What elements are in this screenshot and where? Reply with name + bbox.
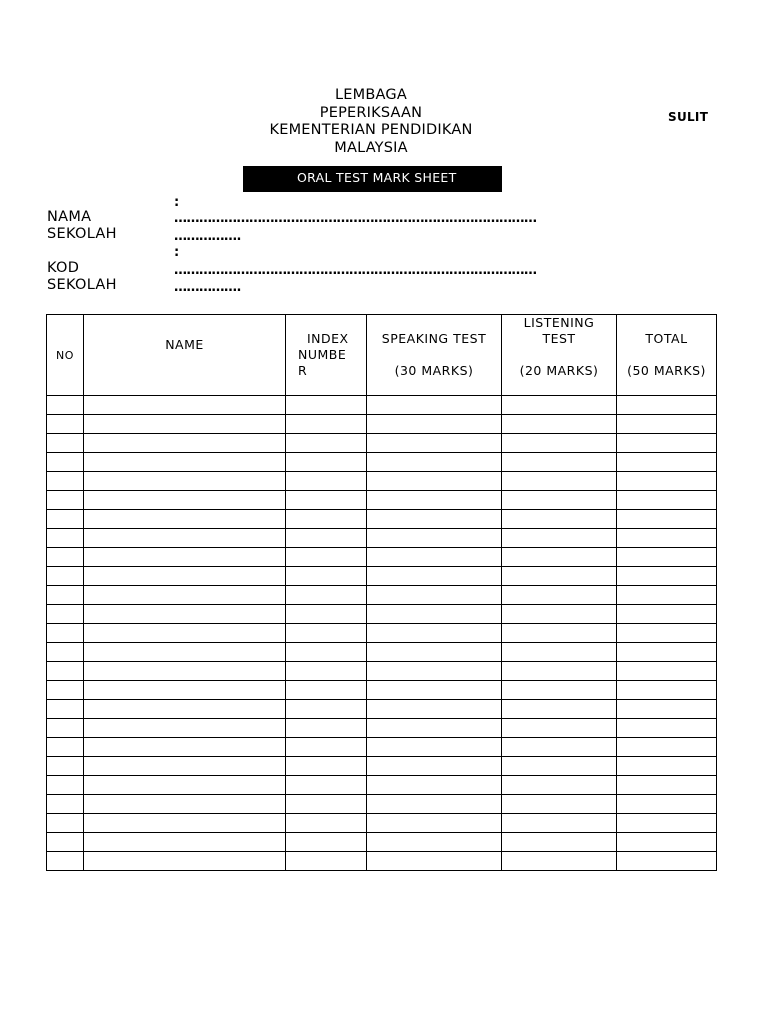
oral-test-mark-table (46, 314, 717, 871)
cell-name[interactable] (84, 529, 286, 548)
cell-listening-mark[interactable] (502, 681, 617, 700)
cell-listening-mark[interactable] (502, 852, 617, 871)
cell-speaking-mark[interactable] (367, 814, 502, 833)
cell-speaking-mark[interactable] (367, 472, 502, 491)
cell-index-number[interactable] (286, 795, 367, 814)
cell-index-number[interactable] (286, 852, 367, 871)
cell-total-mark[interactable] (617, 472, 717, 491)
table-header-row (47, 315, 717, 396)
cell-total-mark[interactable] (617, 529, 717, 548)
cell-listening-mark[interactable] (502, 567, 617, 586)
cell-index-number[interactable] (286, 453, 367, 472)
cell-index-number[interactable] (286, 586, 367, 605)
column-header-name-label: NAME (165, 337, 204, 352)
cell-no[interactable] (47, 491, 84, 510)
kod-sekolah-dotted-line-continued[interactable]: ……………. (174, 280, 241, 295)
table-row (47, 396, 717, 415)
kod-sekolah-dotted-line[interactable]: …………………………………………………………………………… (174, 263, 537, 278)
column-header-index-number (286, 315, 367, 396)
nama-sekolah-label-line-2: SEKOLAH (47, 226, 117, 242)
cell-name[interactable] (84, 605, 286, 624)
cell-no[interactable] (47, 795, 84, 814)
cell-index-number[interactable] (286, 757, 367, 776)
nama-sekolah-label-line-1: NAMA (47, 209, 92, 225)
cell-speaking-mark[interactable] (367, 548, 502, 567)
cell-total-mark[interactable] (617, 586, 717, 605)
cell-total-mark[interactable] (617, 415, 717, 434)
cell-total-mark[interactable] (617, 662, 717, 681)
cell-speaking-mark[interactable] (367, 852, 502, 871)
table-row (47, 472, 717, 491)
cell-listening-mark[interactable] (502, 491, 617, 510)
cell-no[interactable] (47, 529, 84, 548)
cell-speaking-mark[interactable] (367, 434, 502, 453)
column-header-no: NO (47, 315, 84, 396)
cell-index-number[interactable] (286, 814, 367, 833)
cell-total-mark[interactable] (617, 738, 717, 757)
cell-listening-mark[interactable] (502, 833, 617, 852)
cell-speaking-mark[interactable] (367, 491, 502, 510)
cell-total-mark[interactable] (617, 491, 717, 510)
table-row (47, 814, 717, 833)
table-row (47, 491, 717, 510)
sheet-title-banner: ORAL TEST MARK SHEET (243, 166, 502, 192)
cell-no[interactable] (47, 719, 84, 738)
cell-no[interactable] (47, 700, 84, 719)
table-row (47, 681, 717, 700)
cell-no[interactable] (47, 453, 84, 472)
column-header-name (84, 315, 286, 396)
cell-name[interactable] (84, 624, 286, 643)
index-header-line-2: NUMBE (298, 347, 347, 362)
cell-index-number[interactable] (286, 510, 367, 529)
total-header-line-1: TOTAL (645, 331, 688, 346)
cell-total-mark[interactable] (617, 510, 717, 529)
nama-sekolah-dotted-line-continued[interactable]: ……………. (174, 229, 241, 244)
cell-name[interactable] (84, 643, 286, 662)
table-row (47, 719, 717, 738)
cell-name[interactable] (84, 776, 286, 795)
cell-name[interactable] (84, 434, 286, 453)
cell-index-number[interactable] (286, 833, 367, 852)
table-row (47, 700, 717, 719)
cell-total-mark[interactable] (617, 776, 717, 795)
cell-speaking-mark[interactable] (367, 567, 502, 586)
cell-listening-mark[interactable] (502, 472, 617, 491)
cell-no[interactable] (47, 472, 84, 491)
cell-name[interactable] (84, 548, 286, 567)
cell-index-number[interactable] (286, 624, 367, 643)
cell-listening-mark[interactable] (502, 719, 617, 738)
board-title (230, 87, 512, 157)
cell-listening-mark[interactable] (502, 415, 617, 434)
kod-sekolah-colon: : (174, 245, 180, 260)
cell-name[interactable] (84, 852, 286, 871)
column-header-total (617, 315, 717, 396)
cell-listening-mark[interactable] (502, 814, 617, 833)
column-header-listening-test (502, 315, 617, 396)
cell-speaking-mark[interactable] (367, 757, 502, 776)
cell-index-number[interactable] (286, 776, 367, 795)
listening-header-line-1: LISTENING (523, 315, 595, 330)
cell-speaking-mark[interactable] (367, 662, 502, 681)
cell-total-mark[interactable] (617, 700, 717, 719)
cell-name[interactable] (84, 757, 286, 776)
table-row (47, 434, 717, 453)
cell-name[interactable] (84, 415, 286, 434)
cell-name[interactable] (84, 681, 286, 700)
cell-no[interactable] (47, 510, 84, 529)
table-row (47, 548, 717, 567)
cell-listening-mark[interactable] (502, 624, 617, 643)
cell-listening-mark[interactable] (502, 757, 617, 776)
table-row (47, 757, 717, 776)
cell-index-number[interactable] (286, 529, 367, 548)
table-body (47, 396, 717, 871)
cell-listening-mark[interactable] (502, 643, 617, 662)
cell-total-mark[interactable] (617, 795, 717, 814)
cell-no[interactable] (47, 434, 84, 453)
cell-no[interactable] (47, 643, 84, 662)
classification-label: SULIT (668, 110, 709, 124)
cell-total-mark[interactable] (617, 757, 717, 776)
cell-speaking-mark[interactable] (367, 833, 502, 852)
cell-speaking-mark[interactable] (367, 700, 502, 719)
cell-listening-mark[interactable] (502, 396, 617, 415)
cell-no[interactable] (47, 681, 84, 700)
cell-speaking-mark[interactable] (367, 719, 502, 738)
cell-listening-mark[interactable] (502, 586, 617, 605)
cell-no[interactable] (47, 833, 84, 852)
table-row (47, 624, 717, 643)
cell-listening-mark[interactable] (502, 529, 617, 548)
cell-speaking-mark[interactable] (367, 776, 502, 795)
cell-name[interactable] (84, 396, 286, 415)
nama-sekolah-colon: : (174, 195, 180, 210)
table-row (47, 605, 717, 624)
cell-listening-mark[interactable] (502, 510, 617, 529)
nama-sekolah-dotted-line[interactable]: …………………………………………………………………………… (174, 211, 537, 226)
table-row (47, 643, 717, 662)
cell-index-number[interactable] (286, 700, 367, 719)
cell-index-number[interactable] (286, 738, 367, 757)
table-row (47, 510, 717, 529)
cell-index-number[interactable] (286, 662, 367, 681)
cell-listening-mark[interactable] (502, 453, 617, 472)
cell-total-mark[interactable] (617, 605, 717, 624)
cell-name[interactable] (84, 719, 286, 738)
cell-total-mark[interactable] (617, 719, 717, 738)
table-row (47, 529, 717, 548)
cell-speaking-mark[interactable] (367, 643, 502, 662)
cell-name[interactable] (84, 662, 286, 681)
cell-name[interactable] (84, 700, 286, 719)
cell-no[interactable] (47, 586, 84, 605)
cell-index-number[interactable] (286, 491, 367, 510)
kod-sekolah-label-line-1: KOD (47, 260, 80, 276)
cell-name[interactable] (84, 814, 286, 833)
board-title-line-3: KEMENTERIAN PENDIDIKAN (269, 122, 473, 138)
cell-no[interactable] (47, 776, 84, 795)
cell-no[interactable] (47, 814, 84, 833)
cell-speaking-mark[interactable] (367, 396, 502, 415)
cell-total-mark[interactable] (617, 852, 717, 871)
listening-header-line-3: (20 MARKS) (519, 363, 599, 378)
cell-name[interactable] (84, 491, 286, 510)
cell-speaking-mark[interactable] (367, 529, 502, 548)
cell-total-mark[interactable] (617, 643, 717, 662)
cell-index-number[interactable] (286, 548, 367, 567)
cell-no[interactable] (47, 624, 84, 643)
total-header-line-2: (50 MARKS) (627, 363, 706, 378)
cell-total-mark[interactable] (617, 434, 717, 453)
cell-index-number[interactable] (286, 719, 367, 738)
cell-name[interactable] (84, 472, 286, 491)
cell-listening-mark[interactable] (502, 434, 617, 453)
speaking-header-line-1: SPEAKING TEST (381, 331, 487, 346)
cell-listening-mark[interactable] (502, 738, 617, 757)
cell-index-number[interactable] (286, 643, 367, 662)
cell-name[interactable] (84, 833, 286, 852)
cell-name[interactable] (84, 795, 286, 814)
cell-name[interactable] (84, 567, 286, 586)
cell-index-number[interactable] (286, 434, 367, 453)
cell-speaking-mark[interactable] (367, 738, 502, 757)
table-row (47, 662, 717, 681)
cell-total-mark[interactable] (617, 814, 717, 833)
table-row (47, 852, 717, 871)
table-row (47, 738, 717, 757)
cell-listening-mark[interactable] (502, 548, 617, 567)
cell-name[interactable] (84, 738, 286, 757)
cell-speaking-mark[interactable] (367, 415, 502, 434)
cell-index-number[interactable] (286, 681, 367, 700)
table-row (47, 415, 717, 434)
cell-total-mark[interactable] (617, 833, 717, 852)
cell-name[interactable] (84, 453, 286, 472)
cell-listening-mark[interactable] (502, 662, 617, 681)
kod-sekolah-label-line-2: SEKOLAH (47, 277, 117, 293)
cell-speaking-mark[interactable] (367, 453, 502, 472)
table-row (47, 795, 717, 814)
cell-total-mark[interactable] (617, 453, 717, 472)
cell-speaking-mark[interactable] (367, 510, 502, 529)
cell-no[interactable] (47, 738, 84, 757)
board-title-line-1: LEMBAGA (335, 87, 407, 103)
cell-speaking-mark[interactable] (367, 795, 502, 814)
index-header-line-1: INDEX (307, 331, 349, 346)
cell-total-mark[interactable] (617, 681, 717, 700)
cell-no[interactable] (47, 396, 84, 415)
cell-no[interactable] (47, 567, 84, 586)
cell-speaking-mark[interactable] (367, 624, 502, 643)
cell-name[interactable] (84, 586, 286, 605)
cell-listening-mark[interactable] (502, 776, 617, 795)
board-title-line-2: PEPERIKSAAN (319, 104, 423, 121)
index-header-line-3: R (298, 363, 308, 378)
listening-header-line-2: TEST (542, 331, 576, 346)
cell-total-mark[interactable] (617, 396, 717, 415)
cell-no[interactable] (47, 548, 84, 567)
cell-listening-mark[interactable] (502, 605, 617, 624)
cell-no[interactable] (47, 662, 84, 681)
cell-total-mark[interactable] (617, 567, 717, 586)
cell-speaking-mark[interactable] (367, 605, 502, 624)
cell-total-mark[interactable] (617, 548, 717, 567)
cell-no[interactable] (47, 415, 84, 434)
table-row (47, 776, 717, 795)
speaking-header-line-2: (30 MARKS) (394, 363, 474, 378)
cell-index-number[interactable] (286, 396, 367, 415)
cell-no[interactable] (47, 757, 84, 776)
table-row (47, 833, 717, 852)
cell-no[interactable] (47, 852, 84, 871)
column-header-speaking-test (367, 315, 502, 396)
cell-name[interactable] (84, 510, 286, 529)
cell-index-number[interactable] (286, 472, 367, 491)
cell-index-number[interactable] (286, 605, 367, 624)
board-title-line-4: MALAYSIA (334, 139, 408, 156)
cell-index-number[interactable] (286, 415, 367, 434)
table-row (47, 567, 717, 586)
table-row (47, 453, 717, 472)
table-row (47, 586, 717, 605)
cell-speaking-mark[interactable] (367, 586, 502, 605)
cell-listening-mark[interactable] (502, 795, 617, 814)
cell-listening-mark[interactable] (502, 700, 617, 719)
cell-index-number[interactable] (286, 567, 367, 586)
cell-no[interactable] (47, 605, 84, 624)
cell-total-mark[interactable] (617, 624, 717, 643)
cell-speaking-mark[interactable] (367, 681, 502, 700)
